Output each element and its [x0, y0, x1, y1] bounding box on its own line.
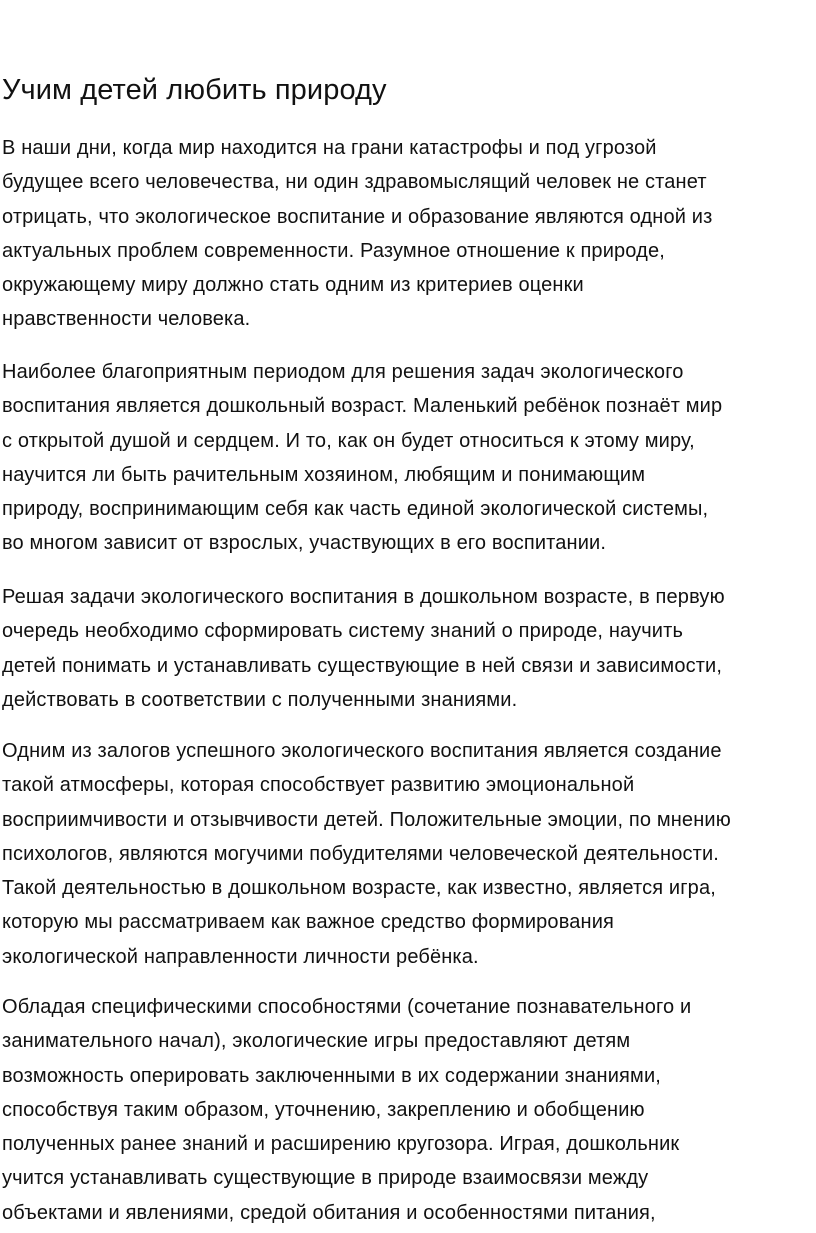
text-line: природу, воспринимающим себя как часть единой экологической системы, — [2, 498, 709, 521]
text-line: очередь необходимо сформировать систему знаний о природе, научить — [2, 620, 684, 643]
paragraph-3 — [2, 580, 816, 717]
text-line: учится устанавливать существующие в природе взаимосвязи между — [2, 1167, 649, 1190]
text-line: действовать в соответствии с полученными знаниями. — [2, 688, 518, 711]
paragraph-2 — [2, 355, 816, 561]
text-line: детей понимать и устанавливать существующие в ней связи и зависимости, — [2, 654, 723, 677]
text-line: во многом зависит от взрослых, участвующих в его воспитании. — [2, 532, 607, 555]
paragraph-4 — [2, 734, 816, 974]
text-line: будущее всего человечества, ни один здравомыслящий человек не станет — [2, 171, 707, 194]
text-line: научится ли быть рачительным хозяином, любящим и понимающим — [2, 463, 646, 486]
text-line: которую мы рассматриваем как важное средство формирования — [2, 911, 615, 934]
text-line: такой атмосферы, которая способствует развитию эмоциональной — [2, 774, 635, 797]
text-line: Решая задачи экологического воспитания в дошкольном возрасте, в первую — [2, 586, 725, 608]
text-line: актуальных проблем современности. Разумное отношение к природе, — [2, 239, 665, 262]
text-line: Одним из залогов успешного экологического воспитания является создание — [2, 740, 722, 762]
text-line: возможность оперировать заключенными в их содержании знаниями, — [2, 1064, 661, 1087]
text-line: нравственности человека. — [2, 308, 251, 331]
text-line: с открытой душой и сердцем. И то, как он будет относиться к этому миру, — [2, 429, 695, 452]
text-line: Такой деятельностью в дошкольном возрасте, как известно, является игра, — [2, 877, 716, 900]
text-line: полученных ранее знаний и расширению кругозора. Играя, дошкольник — [2, 1133, 680, 1156]
text-line: В наши дни, когда мир находится на грани катастрофы и под угрозой — [2, 137, 657, 159]
text-line: Обладая специфическими способностями (сочетание познавательного и — [2, 996, 692, 1018]
text-line: занимательного начал), экологические игры предоставляют детям — [2, 1030, 631, 1053]
text-line: воспитания является дошкольный возраст. Маленький ребёнок познаёт мир — [2, 395, 723, 418]
text-line: Наиболее благоприятным периодом для решения задач экологического — [2, 361, 684, 383]
text-line: объектами и явлениями, средой обитания и особенностями питания, — [2, 1201, 656, 1224]
document-title: Учим детей любить природу — [2, 74, 387, 106]
text-line: психологов, являются могучими побудителями человеческой деятельности. — [2, 842, 719, 865]
text-line: способствуя таким образом, уточнению, закреплению и обобщению — [2, 1098, 645, 1121]
paragraph-5 — [2, 990, 816, 1230]
text-line: окружающему миру должно стать одним из критериев оценки — [2, 274, 584, 297]
text-line: восприимчивости и отзывчивости детей. Положительные эмоции, по мнению — [2, 808, 731, 831]
paragraph-1 — [2, 131, 816, 337]
text-line: экологической направленности личности ребёнка. — [2, 945, 479, 968]
text-line: отрицать, что экологическое воспитание и образование являются одной из — [2, 205, 713, 228]
